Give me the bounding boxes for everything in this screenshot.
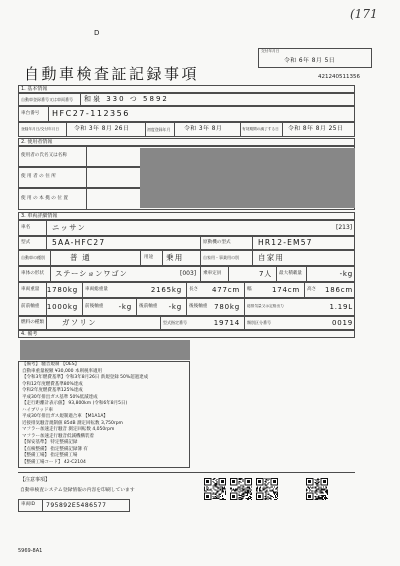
remarks-line: 【走行距離計表示値】 93,800km (令和6年8月5日) — [22, 401, 128, 406]
column-divider — [145, 122, 146, 137]
section-3-header-box — [18, 212, 355, 220]
ff-axle: 1000kg — [46, 302, 78, 311]
handwritten-note: (171 — [350, 7, 378, 21]
registration-date-label: 登録年月日/交付年月日 — [21, 126, 60, 131]
capacity: 7人 — [258, 269, 272, 278]
corner-mark: D — [94, 29, 100, 37]
vehicle-id: 795892E5486577 — [46, 501, 107, 509]
remarks-line: 近接排気騒音規制値 85dB 測定回転数 3,750rpm — [22, 420, 123, 426]
private-label: 自家用・事業用の別 — [203, 255, 239, 260]
column-divider — [200, 236, 201, 250]
section-3-header: 3. 車両詳細情報 — [21, 212, 58, 219]
issue-date-label: 交付年月日 — [261, 49, 280, 53]
qr-code — [306, 478, 328, 500]
base-location-label: 使 用 の 本 拠 の 位 置 — [21, 195, 68, 201]
registration-number-label: 自動車登録番号又は車両番号 — [21, 96, 73, 102]
class-number: 0019 — [331, 318, 353, 327]
column-divider — [160, 316, 161, 330]
column-divider — [82, 282, 83, 298]
maker: ニッサン — [52, 223, 87, 233]
remarks-line: 【備考】 騒音規制 【OES】 — [22, 362, 80, 367]
column-divider — [140, 250, 141, 266]
column-divider — [304, 282, 305, 298]
model-label: 型式 — [21, 239, 31, 245]
column-divider — [46, 220, 47, 236]
registration-date: 令和 3年 8月 26日 — [74, 125, 130, 132]
displacement: 1.19L — [329, 302, 353, 311]
private-use: 自家用 — [258, 253, 285, 263]
section-4-header-box — [18, 330, 355, 338]
column-divider — [240, 122, 241, 137]
remarks-line: 令和2年度燃費基準125%達成 — [22, 388, 83, 393]
use: 乗用 — [166, 253, 184, 263]
tallness-label: 高さ — [307, 286, 317, 292]
qr-code — [204, 478, 226, 500]
maker-label: 車名 — [21, 224, 31, 230]
max-load-label: 最大積載量 — [279, 270, 302, 276]
column-divider — [282, 122, 283, 137]
column-divider — [50, 266, 51, 282]
body-code: [003] — [180, 270, 197, 277]
remarks-line: ハイブリッド車 — [22, 407, 54, 413]
section-4-header: 4. 備考 — [21, 330, 38, 337]
chassis-number-label: 車台番号 — [21, 110, 40, 116]
max-load: -kg — [339, 269, 353, 278]
column-divider — [46, 316, 47, 330]
column-divider — [86, 146, 87, 210]
column-divider — [252, 250, 253, 266]
column-divider — [162, 250, 163, 266]
section-1-header-box — [18, 85, 355, 93]
redaction-block — [140, 148, 355, 208]
column-divider — [244, 298, 245, 316]
rr-axle-label: 後後軸重 — [189, 303, 208, 309]
notice-header: 【注意事項】 — [20, 477, 51, 483]
section-1-header: 1. 基本情報 — [21, 85, 48, 92]
column-divider — [252, 236, 253, 250]
category: 普 通 — [70, 253, 91, 263]
column-divider — [66, 122, 67, 137]
expiry-date: 令和 8年 8月 25日 — [288, 125, 344, 132]
section-2-header: 2. 使用者情報 — [21, 138, 53, 145]
column-divider — [42, 499, 43, 512]
column-divider — [186, 298, 187, 316]
column-divider — [200, 250, 201, 266]
ff-axle-label: 前前軸重 — [21, 303, 40, 309]
remarks-line: 平成30年排出ガス規制適合車 【M1A1A】 — [22, 414, 108, 419]
column-divider — [50, 250, 51, 266]
fr-axle-label: 前後軸重 — [85, 303, 104, 309]
page-title: 自動車検査証記録事項 — [24, 65, 200, 83]
remarks-line: 令和12年度燃費基準80%達成 — [22, 381, 83, 387]
use-label: 用途 — [144, 254, 154, 260]
engine-label: 原動機の型式 — [203, 239, 231, 245]
maker-code: [213] — [336, 224, 353, 231]
rf-axle-label: 後前軸重 — [139, 303, 158, 309]
column-divider — [228, 266, 229, 282]
capacity-label: 乗車定員 — [203, 270, 222, 276]
chassis-number: HFC27-112356 — [52, 109, 130, 118]
form-code: 5969-8A1 — [18, 548, 43, 554]
remarks-line: 【整備工場コード】 42-C2104 — [22, 459, 86, 465]
fuel-type: ガソリン — [62, 318, 97, 328]
row-border — [18, 250, 355, 266]
column-divider — [80, 93, 81, 106]
vehicle-id-label: 車両ID — [21, 502, 36, 507]
remarks-line: 【点検整備】 指定整備記録簿 有 — [22, 446, 88, 452]
document-number: 421240511356 — [318, 74, 360, 80]
user-name-label: 使用者の氏名又は名称 — [21, 153, 67, 159]
column-divider — [82, 298, 83, 316]
body-shape: ステーションワゴン — [55, 269, 128, 279]
fuel-label: 燃料の種類 — [21, 319, 44, 325]
column-divider — [174, 122, 175, 137]
remarks-line: マフラー加速走行騒音 測定回転数 4,050rpm — [22, 427, 115, 432]
model: 5AA-HFC27 — [52, 238, 106, 248]
notice-text: 自動車検査システム登録情報の内容を印刷しています — [20, 488, 135, 493]
issue-date-value: 令和 6年 8月 5日 — [284, 58, 336, 64]
qr-code — [230, 478, 252, 500]
breadth-value: 174cm — [271, 285, 300, 294]
body-label: 車体の形状 — [21, 270, 44, 276]
section-divider — [18, 472, 355, 473]
category-label: 自動車の種別 — [21, 255, 45, 260]
length-label: 長さ — [189, 286, 199, 292]
rr-axle: 780kg — [214, 302, 240, 311]
registration-number: 和泉 330 つ 5892 — [84, 95, 169, 103]
remarks-line: 【整備工場】 指定整備工場 — [22, 453, 78, 458]
column-divider — [200, 266, 201, 282]
column-divider — [276, 266, 277, 282]
class-number-label: 類別区分番号 — [247, 320, 271, 325]
remarks-line: 【令和3年燃費基準】令和3年8月26日 新規登録 50%超過達成 — [22, 375, 149, 380]
remarks-line: 自動車重量税額 ¥30,000 本則税率適用 — [22, 368, 102, 374]
column-divider — [46, 236, 47, 250]
column-divider — [306, 266, 307, 282]
fr-axle: -kg — [118, 302, 132, 311]
section-2-header-box — [18, 138, 355, 146]
engine: HR12-EM57 — [258, 238, 313, 248]
column-divider — [244, 316, 245, 330]
gross-weight: 2165kg — [150, 285, 182, 294]
type-designation: 19714 — [213, 318, 240, 327]
gross-weight-label: 車両総重量 — [85, 286, 108, 292]
breadth-label: 幅 — [247, 286, 252, 292]
type-designation-label: 型式指定番号 — [163, 320, 187, 325]
remarks-line: 平成30年排出ガス基準 50%低減達成 — [22, 394, 98, 400]
expiry-label: 有効期間の満了する日 — [242, 126, 279, 131]
column-divider — [186, 282, 187, 298]
qr-code — [256, 478, 278, 500]
redaction-block — [20, 340, 190, 360]
remarks-line: マフラー加速走行騒音低減機構装着 — [22, 433, 94, 439]
weight-label: 車両重量 — [21, 286, 40, 292]
length-value: 477cm — [211, 285, 240, 294]
tallness-value: 186cm — [324, 285, 353, 294]
remarks-line: 【保安基準】 特定整備記録 — [22, 440, 78, 445]
first-registration-label: 初度登録年月 — [147, 126, 171, 132]
user-address-label: 使 用 者 の 住 所 — [21, 174, 56, 180]
rf-axle: -kg — [168, 302, 182, 311]
column-divider — [136, 298, 137, 316]
weight: 1780kg — [46, 285, 78, 294]
displacement-label: 総排気量又は定格出力 — [247, 304, 284, 309]
first-registration: 令和 3年 8月 — [184, 125, 223, 132]
column-divider — [244, 282, 245, 298]
column-divider — [48, 106, 49, 122]
